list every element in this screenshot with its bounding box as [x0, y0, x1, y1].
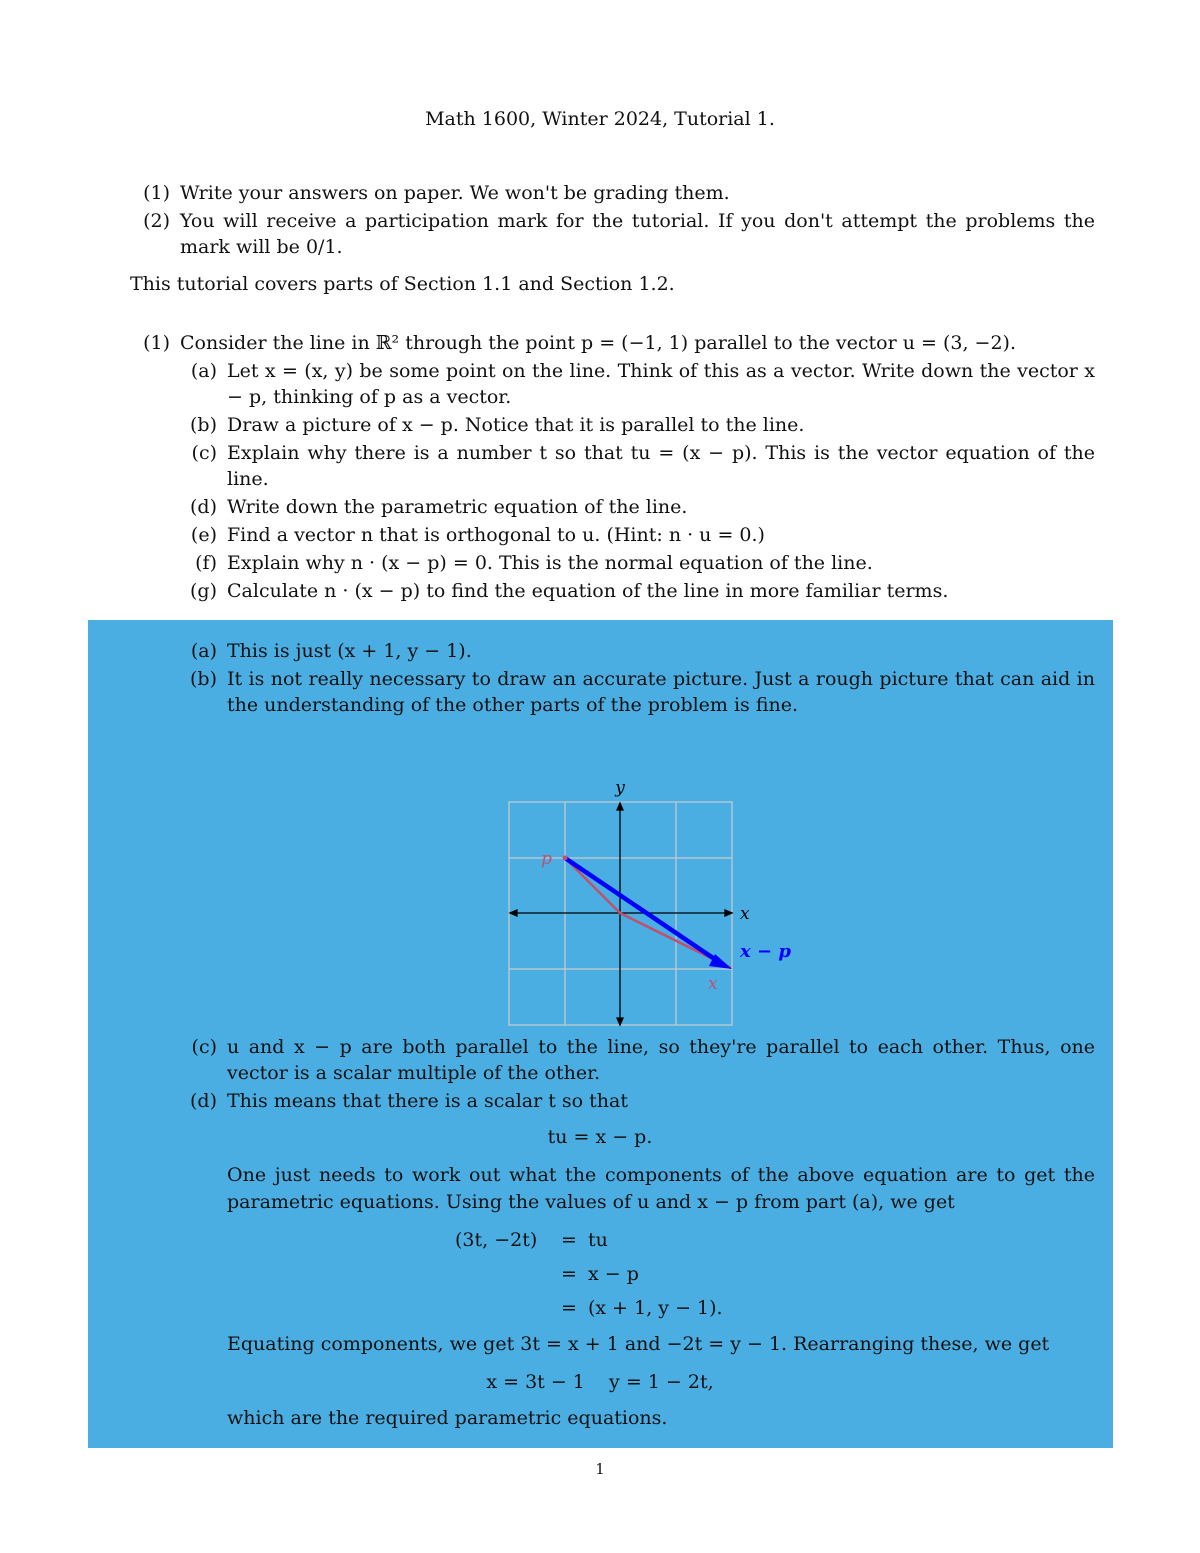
equating-text: Equating components, we get 3t = x + 1 and −2t = y − 1. Rearranging these, we get: [227, 1333, 1050, 1355]
part-label: (e): [190, 524, 217, 546]
p-point-label: p: [541, 849, 552, 869]
x-axis-label: x: [740, 904, 750, 924]
intro-text: This tutorial covers parts of Section 1.1 and Section 1.2.: [130, 273, 675, 295]
part-text: This means that there is a scalar t so that: [227, 1090, 628, 1112]
vector-label: x − p: [740, 941, 791, 962]
part-label: (d): [190, 1090, 217, 1112]
part-label: (d): [190, 496, 217, 518]
equation-row: = x − p: [561, 1263, 639, 1285]
part-text: Find a vector n that is orthogonal to u. (Hint: n · u = 0.): [227, 524, 765, 546]
part-text: Let x = (x, y) be some point on the line. Think of this as a vector. Write down the vector x − p, thinking of p as a vector.: [227, 360, 1095, 408]
part-label: (g): [190, 580, 217, 602]
instruction-text: You will receive a participation mark for the tutorial. If you don't attempt the problems the mark will be 0/1.: [180, 210, 1095, 258]
display-equation: tu = x − p.: [547, 1126, 653, 1148]
instruction-number: (1): [143, 182, 170, 204]
part-text: u and x − p are both parallel to the line, so they're parallel to each other. Thus, one vector is a scalar multiple of the other.: [227, 1036, 1095, 1084]
part-text: Draw a picture of x − p. Notice that it is parallel to the line.: [227, 414, 805, 436]
part-label: (c): [191, 442, 217, 464]
part-label: (f): [195, 552, 217, 574]
page-title: Math 1600, Winter 2024, Tutorial 1.: [425, 108, 775, 130]
page-number: 1: [595, 1460, 605, 1478]
part-text: This is just (x + 1, y − 1).: [227, 640, 472, 662]
instruction-text: Write your answers on paper. We won't be grading them.: [180, 182, 730, 204]
x-point-label: x: [708, 974, 718, 994]
closing-text: which are the required parametric equations.: [227, 1407, 668, 1429]
problem-statement: Consider the line in ℝ² through the point p = (−1, 1) parallel to the vector u = (3, −2).: [180, 332, 1016, 354]
vector-figure: [500, 775, 830, 1030]
y-axis-label: y: [615, 778, 625, 798]
equation-row: (3t, −2t) = tu: [455, 1229, 608, 1251]
part-text: It is not really necessary to draw an accurate picture. Just a rough picture that can aid in the understanding of the other parts of the problem is fine.: [227, 668, 1095, 716]
part-label: (c): [191, 1036, 217, 1058]
instruction-number: (2): [143, 210, 170, 232]
difference-vector: [565, 858, 722, 964]
part-text: Explain why there is a number t so that tu = (x − p). This is the vector equation of the line.: [227, 442, 1095, 490]
point-p: [563, 856, 568, 861]
part-label: (a): [190, 640, 217, 662]
problem-number: (1): [143, 332, 170, 354]
part-label: (b): [190, 414, 217, 436]
part-label: (a): [190, 360, 217, 382]
equation-row: = (x + 1, y − 1).: [561, 1297, 723, 1319]
part-label: (b): [190, 668, 217, 690]
explanation-paragraph: One just needs to work out what the components of the above equation are to get the parametric equations. Using the values of u and x − p from part (a), we get: [227, 1164, 1095, 1213]
aligned-equations: [455, 1223, 723, 1325]
part-text: Explain why n · (x − p) = 0. This is the normal equation of the line.: [227, 552, 873, 574]
parametric-result: x = 3t − 1 y = 1 − 2t,: [486, 1371, 714, 1393]
part-text: Write down the parametric equation of the line.: [227, 496, 688, 518]
part-text: Calculate n · (x − p) to find the equation of the line in more familiar terms.: [227, 580, 949, 602]
